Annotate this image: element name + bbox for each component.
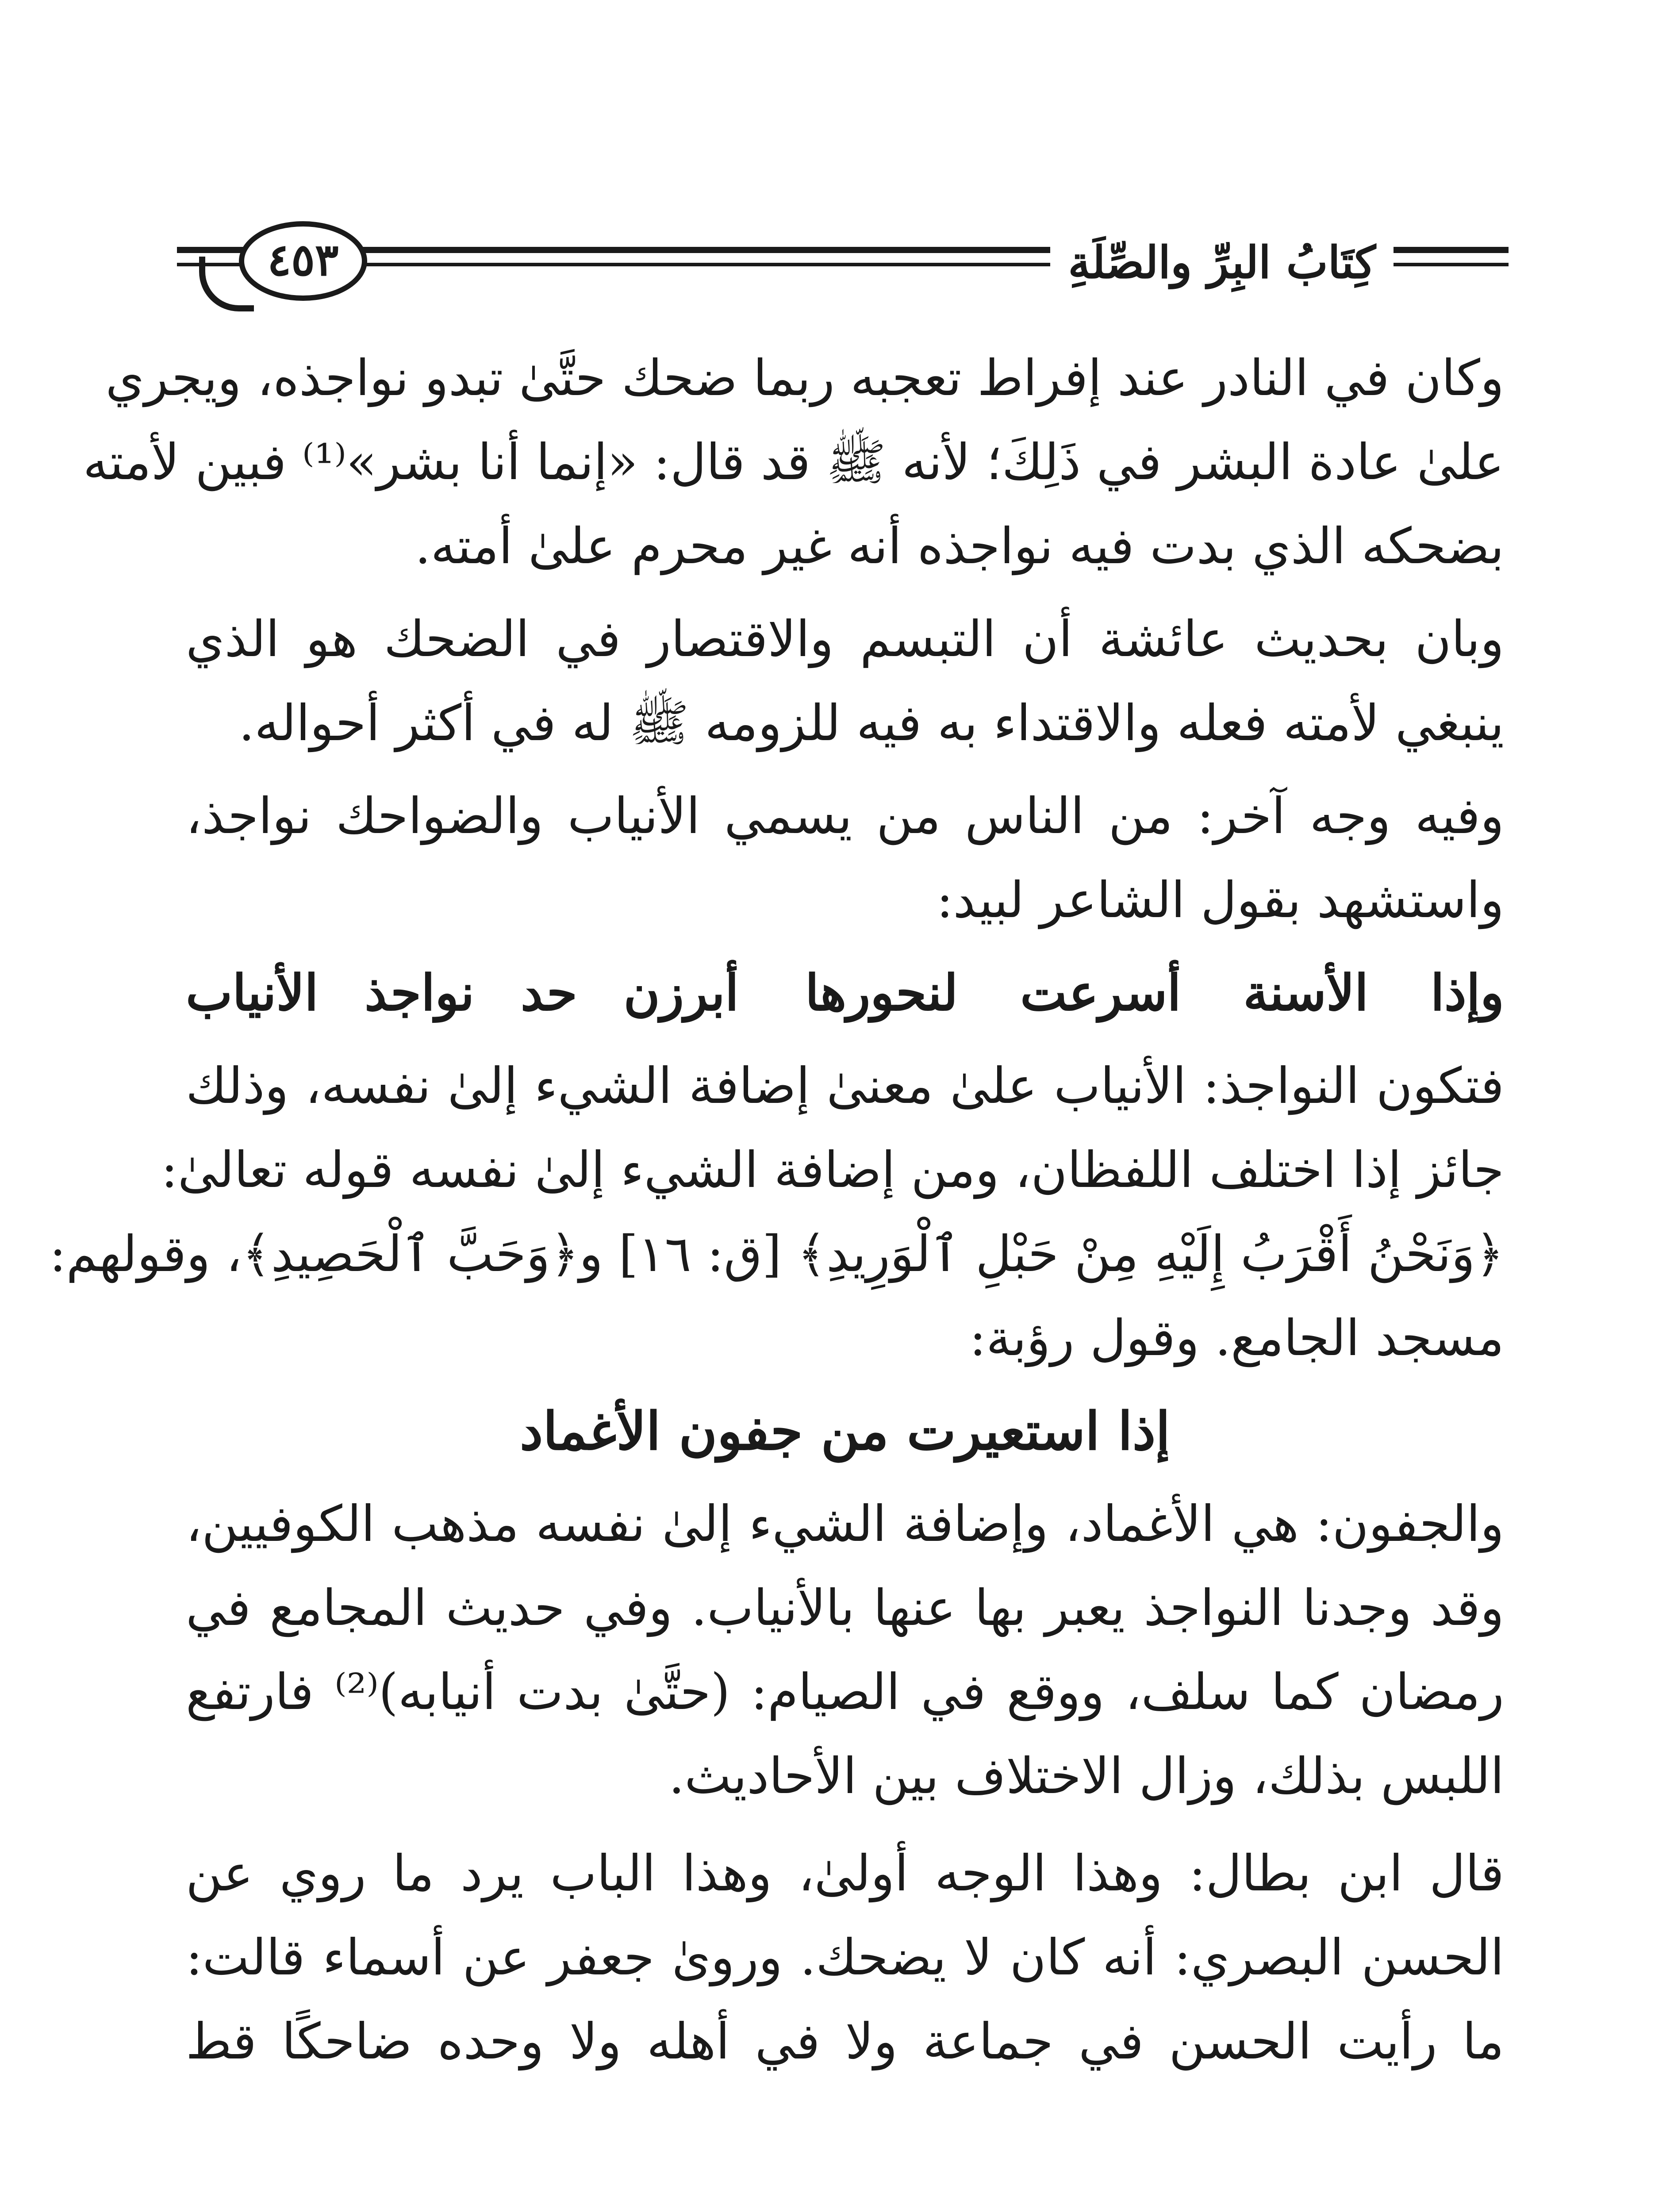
text-line: وقد وجدنا النواجذ يعبر بها عنها بالأنياب. وفي حديث المجامع في — [186, 1579, 1505, 1637]
text-line: والجفون: هي الأغماد، وإضافة الشيء إلىٰ نفسه مذهب الكوفيين، — [186, 1495, 1504, 1553]
text-line: بضحكه الذي بدت فيه نواجذه أنه غير محرم علىٰ أمته. — [415, 518, 1504, 575]
quran-quote-line: ﴿وَنَحْنُ أَقْرَبُ إِلَيْهِ مِنْ حَبْلِ ٱلْوَرِيدِ﴾ [ق: ١٦] و﴿وَحَبَّ ٱلْحَصِيدِ﴾، وقولهم: — [49, 1225, 1504, 1283]
text-line: وبان بحديث عائشة أن التبسم والاقتصار في الضحك هو الذي — [186, 611, 1504, 668]
poem-quote: إذا استعيرت من جفون الأغماد — [519, 1400, 1171, 1462]
text-line: اللبس بذلك، وزال الاختلاف بين الأحاديث. — [668, 1747, 1504, 1805]
text-line: فتكون النواجذ: الأنياب علىٰ معنىٰ إضافة الشيء إلىٰ نفسه، وذلك — [186, 1057, 1504, 1115]
page-number: ٤٥٣ — [239, 221, 367, 301]
text-line: قال ابن بطال: وهذا الوجه أولىٰ، وهذا الباب يرد ما روي عن — [186, 1845, 1504, 1902]
text-line: ينبغي لأمته فعله والاقتداء به فيه للزومه ﷺ له في أكثر أحواله. — [238, 695, 1504, 752]
header-rule-right-cap — [1433, 247, 1509, 253]
text-line: رمضان كما سلف، ووقع في الصيام: (حتَّىٰ بدت أنيابه)⁽²⁾ فارتفع — [186, 1663, 1505, 1721]
text-line: علىٰ عادة البشر في ذَلِكَ؛ لأنه ﷺ قد قال: «إنما أنا بشر»⁽¹⁾ فبين لأمته — [83, 434, 1504, 491]
text-line: مسجد الجامع. وقول رؤبة: — [969, 1310, 1504, 1367]
text-line: ما رأيت الحسن في جماعة ولا في أهله ولا وحده ضاحكًا قط — [186, 2013, 1504, 2070]
text-line: الحسن البصري: أنه كان لا يضحك. وروىٰ جعفر عن أسماء قالت: — [186, 1929, 1504, 1986]
text-line: وفيه وجه آخر: من الناس من يسمي الأنياب والضواحك نواجذ، — [186, 787, 1504, 845]
text-line: جائز إذا اختلف اللفظان، ومن إضافة الشيء إلىٰ نفسه قوله تعالىٰ: — [161, 1141, 1504, 1199]
page-header — [177, 208, 1509, 323]
book-title: كِتَابُ البِرِّ والصِّلَةِ — [1050, 234, 1394, 291]
verse-first-hemistich: وإذا الأسنة أسرعت لنحورها — [805, 964, 1504, 1022]
text-line: وكان في النادر عند إفراط تعجبه ربما ضحك حتَّىٰ تبدو نواجذه، ويجري — [105, 349, 1504, 407]
text-line: واستشهد بقول الشاعر لبيد: — [936, 872, 1504, 929]
verse-second-hemistich: أبرزن حد نواجذ الأنياب — [186, 964, 739, 1022]
